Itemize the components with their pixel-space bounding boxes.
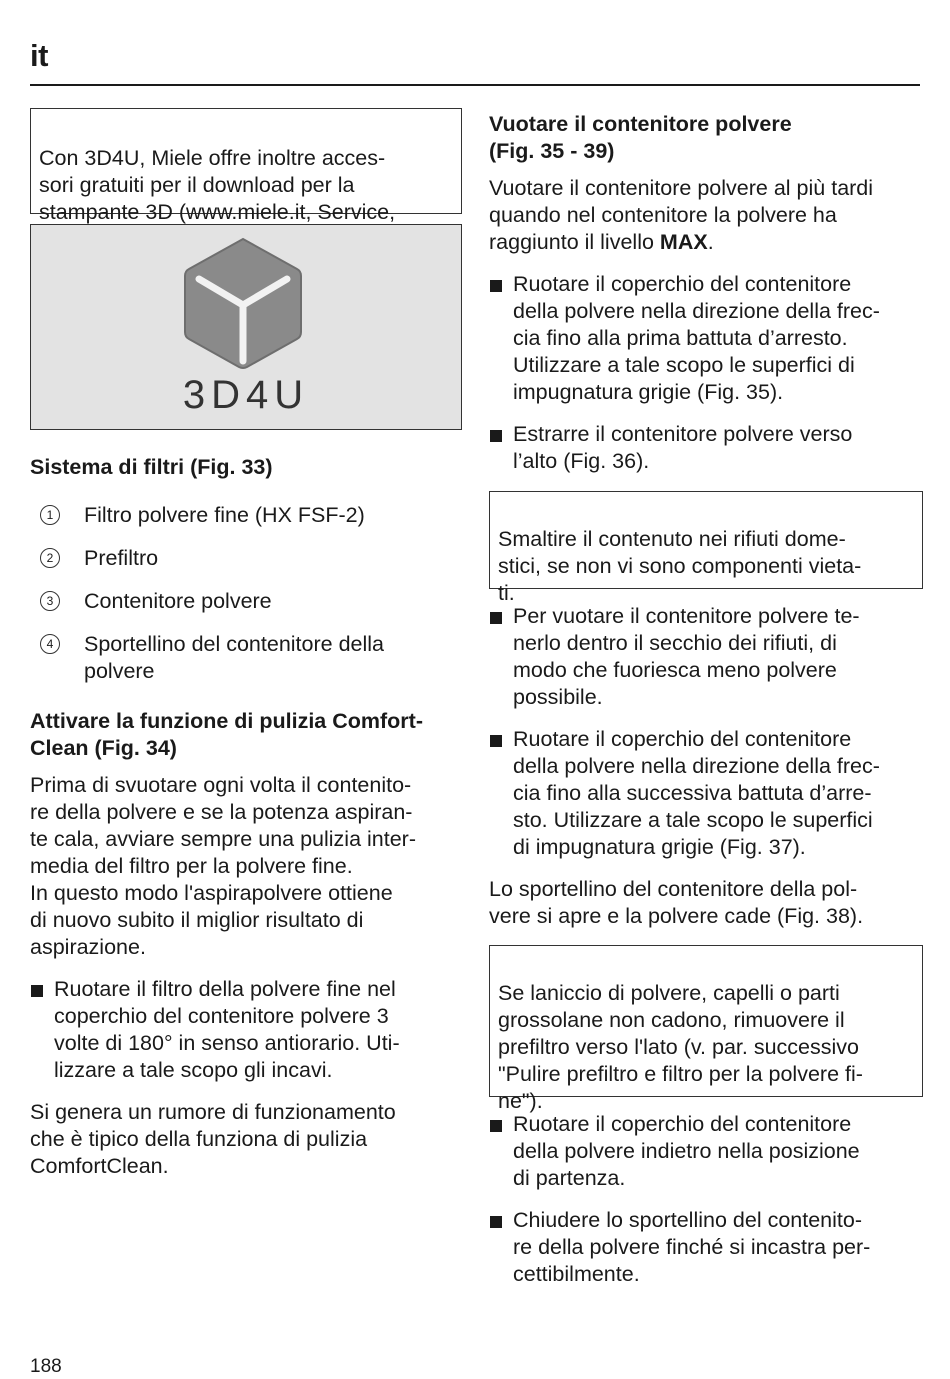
legend-text: Sportellino del contenitore della polvere: [84, 632, 385, 683]
comfortclean-heading: Attivare la funzione di pulizia Comfort- Clean (Fig. 34): [30, 709, 423, 760]
legend-item: [30, 502, 462, 529]
empty-container-paragraph: [489, 175, 923, 256]
filter-legend: [30, 502, 462, 685]
step-item: Ruotare il coperchio del contenitore della polvere nella direzione della frec- cia fino alla prima battuta d’arresto. Utilizzare a tale scopo le superfici di impugnatura grigie (Fig. 35).: [489, 271, 923, 406]
legend-text: Contenitore polvere: [84, 589, 272, 613]
page-number: 188: [30, 1356, 62, 1377]
step-item: Ruotare il filtro della polvere fine nel coperchio del contenitore polvere 3 volte di 180° in senso antiorario. Uti- lizzare a tale scopo gli incavi.: [30, 976, 462, 1084]
intro-note-box: [30, 108, 462, 224]
comfortclean-note: Si genera un rumore di funzionamento che è tipico della funziona di pulizia ComfortClean.: [30, 1100, 396, 1178]
empty-container-heading: Vuotare il contenitore polvere (Fig. 35 - 39): [489, 112, 792, 163]
empty-steps-b: [489, 603, 923, 861]
comfortclean-paragraph: Prima di svuotare ogni volta il contenito- re della polvere e se la potenza aspiran- te cala, avviare sempre una pulizia inter- media del filtro per la polvere fine. In questo modo l'aspirapolvere ottiene di nuovo subito il miglior risultato di aspirazione.: [30, 773, 416, 959]
step-item: Per vuotare il contenitore polvere te- nerlo dentro il secchio dei rifiuti, di modo che fuoriesca meno polvere possibile.: [489, 603, 923, 711]
3d4u-cube-icon: [181, 235, 305, 375]
empty-steps-a: [489, 271, 923, 475]
step-item: Ruotare il coperchio del contenitore della polvere indietro nella posizione di partenza.: [489, 1111, 923, 1192]
header-rule: [30, 84, 920, 86]
language-code: it: [30, 38, 48, 73]
prefilter-note-text: Se laniccio di polvere, capelli o parti grossolane non cadono, rimuovere il prefiltro verso l'lato (v. par. successivo "Pulire prefiltro e filtro per la polvere fi- ne").: [498, 981, 863, 1113]
3d4u-logo-text: 3D4U: [182, 373, 310, 417]
right-column: [489, 108, 923, 1288]
step-item: Ruotare il coperchio del contenitore della polvere nella direzione della frec- cia fino alla successiva battuta d’arre- sto. Utilizzare a tale scopo le superfici di impugnatura grigie (Fig. 37).: [489, 726, 923, 861]
step-item: Chiudere lo sportellino del contenito- re della polvere finché si incastra per- cettibilmente.: [489, 1207, 923, 1288]
legend-text: Filtro polvere fine (HX FSF-2): [84, 503, 365, 527]
legend-item: [30, 545, 462, 572]
comfortclean-steps: [30, 976, 462, 1084]
legend-number: 1: [40, 505, 60, 525]
legend-text: Prefiltro: [84, 546, 159, 570]
3d4u-logo-panel: [30, 224, 462, 430]
step-item: Estrarre il contenitore polvere verso l’alto (Fig. 36).: [489, 421, 923, 475]
legend-number: 3: [40, 591, 60, 611]
dispose-note-box: [489, 491, 923, 605]
prefilter-note-box: [489, 945, 923, 1113]
intro-note-text: Con 3D4U, Miele offre inoltre acces- sori gratuiti per il download per la stampante 3D (www.miele.it, Service,: [39, 146, 396, 224]
legend-number: 4: [40, 634, 60, 654]
empty-para-text: Vuotare il contenitore polvere al più tardi quando nel contenitore la polvere ha raggiunto il livello: [489, 176, 874, 254]
flap-paragraph: Lo sportellino del contenitore della pol- vere si apre e la polvere cade (Fig. 38).: [489, 877, 864, 928]
empty-steps-c: [489, 1111, 923, 1288]
filter-system-heading: Sistema di filtri (Fig. 33): [30, 455, 273, 479]
legend-item: [30, 631, 462, 685]
left-column: [30, 108, 462, 1180]
dispose-note-text: Smaltire il contenuto nei rifiuti dome- stici, se non vi sono componenti vieta- ti.: [498, 527, 862, 605]
max-level-label: MAX: [659, 230, 708, 254]
empty-para-end: .: [707, 230, 714, 254]
legend-item: [30, 588, 462, 615]
legend-number: 2: [40, 548, 60, 568]
